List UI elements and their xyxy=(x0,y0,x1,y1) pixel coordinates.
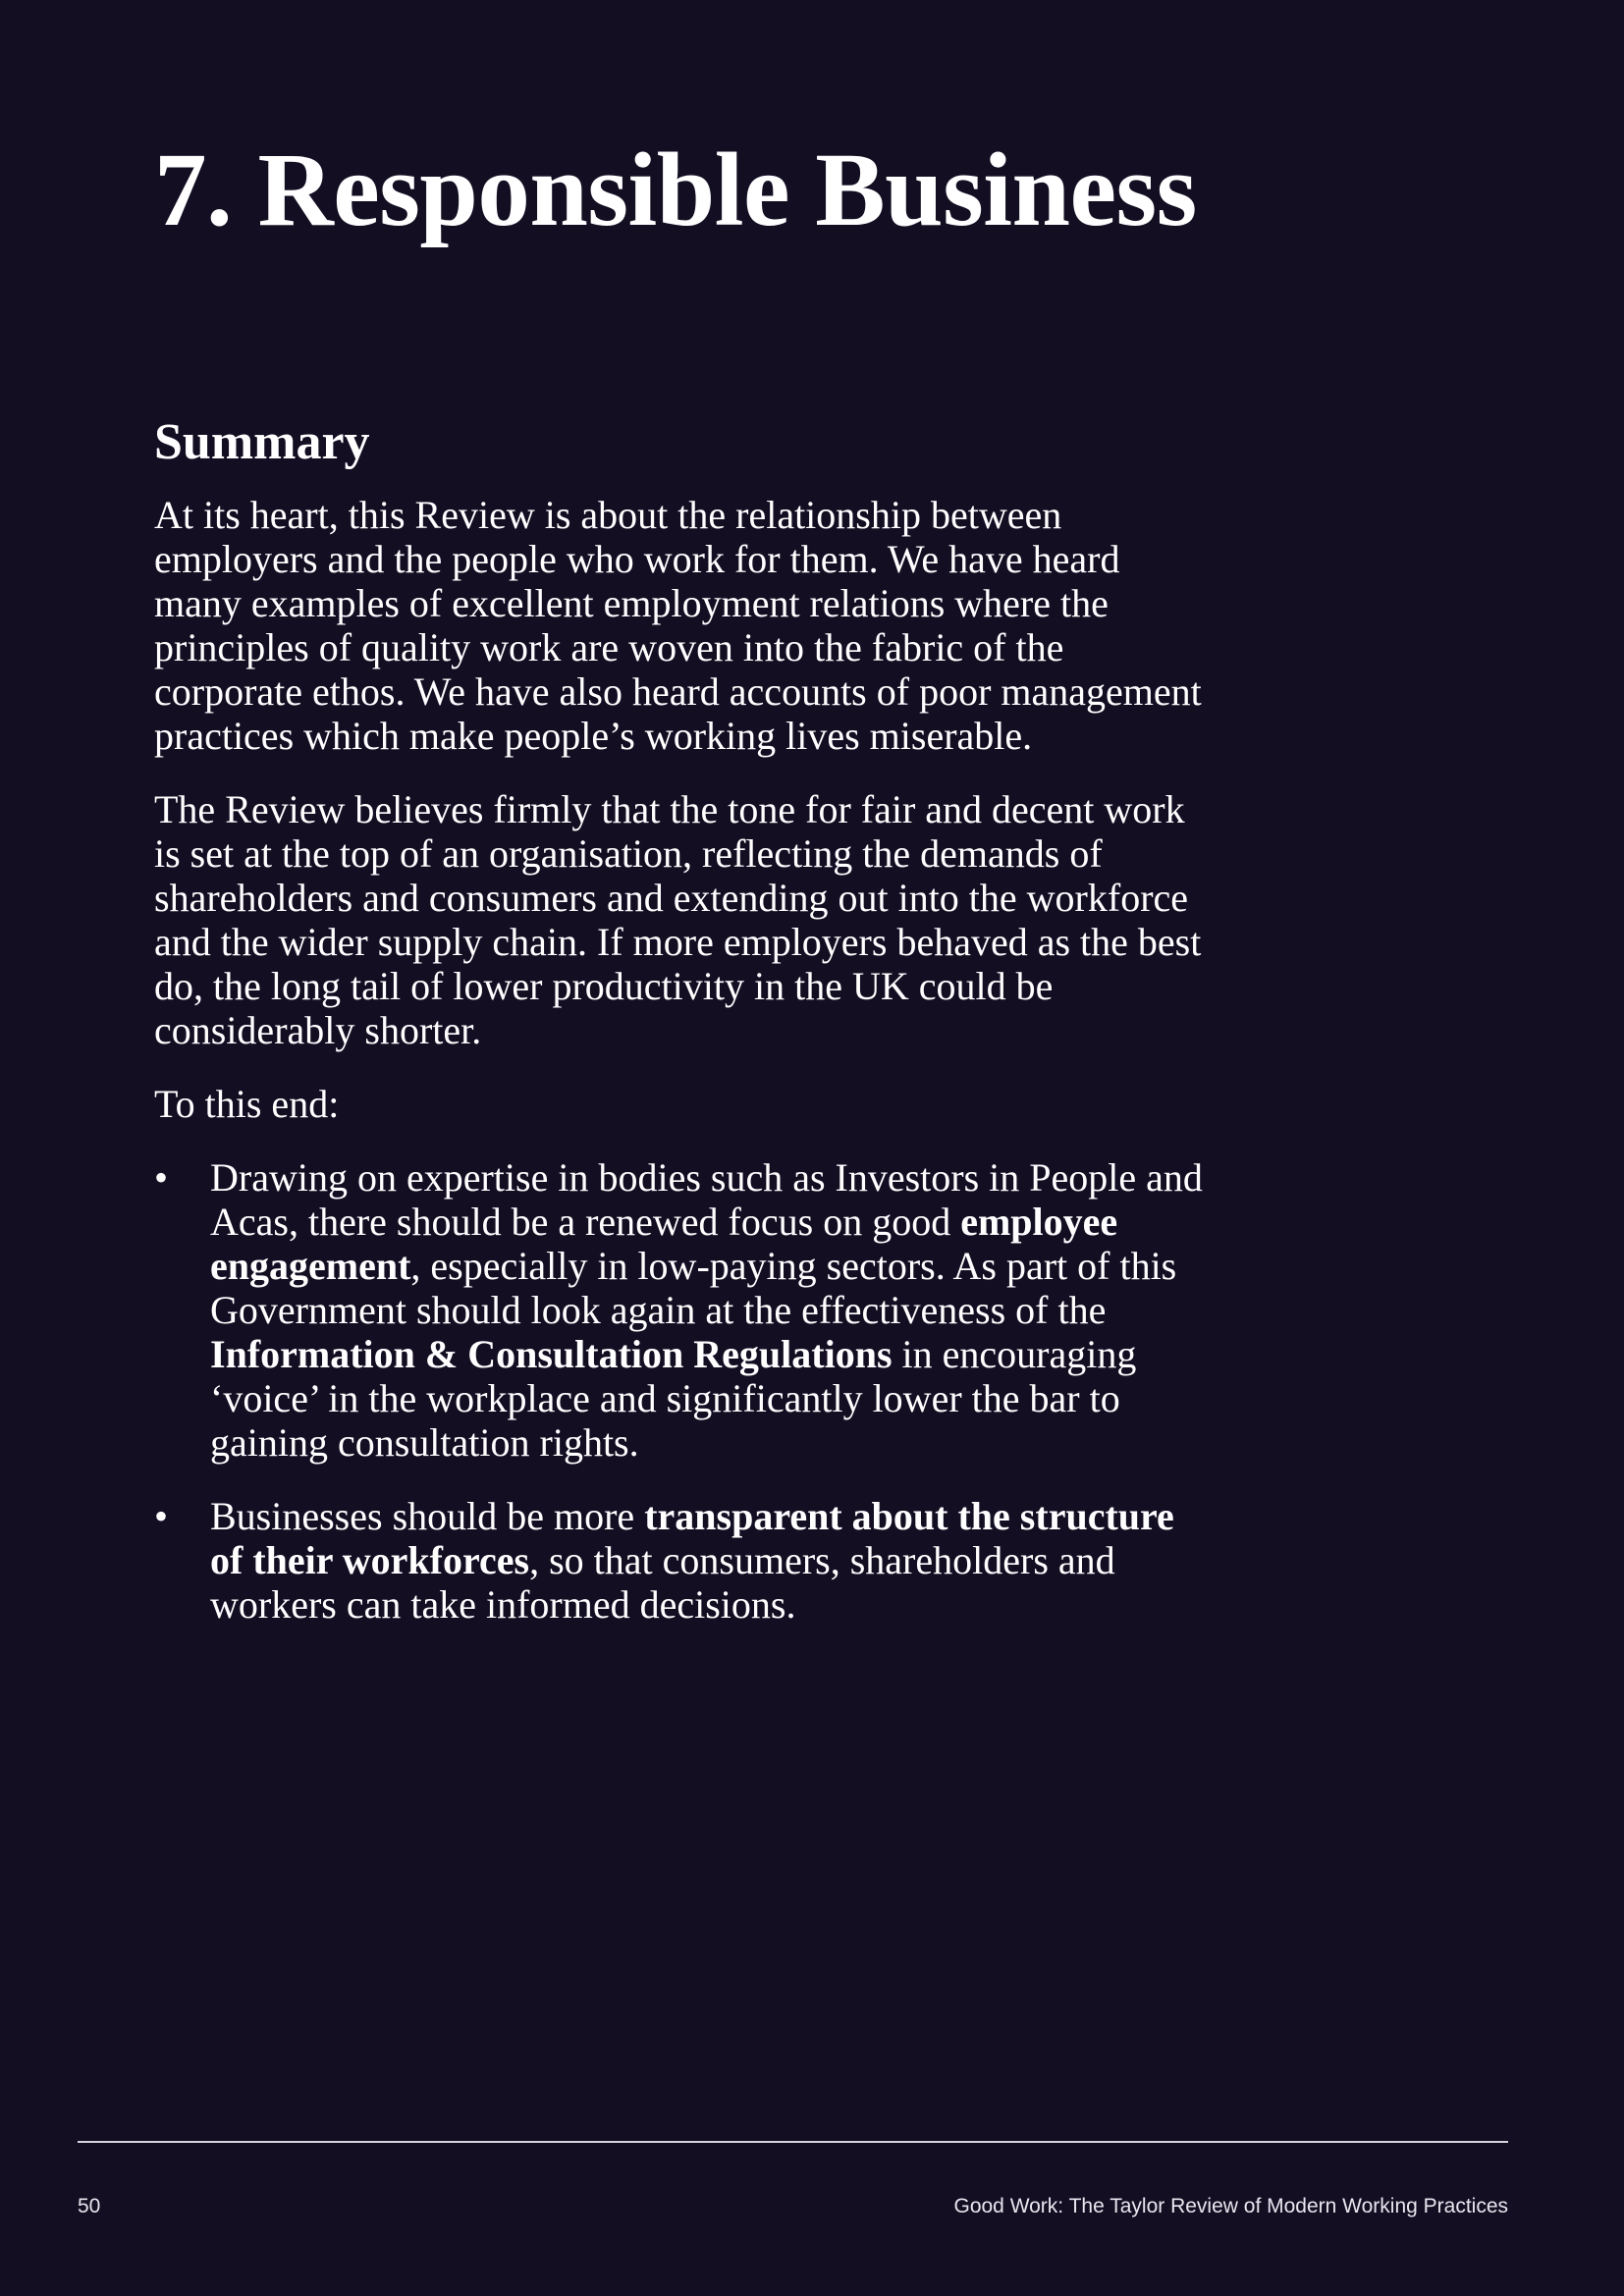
page-title: 7. Responsible Business xyxy=(154,133,1197,248)
summary-paragraph-2: The Review believes firmly that the tone for fair and decent work is set at the top of an organisation, reflecting the demands of shareholders and consumers and extending out into the workforce and the wider supply chain. If more employers behaved as the best do, the long tail of lower productivity in the UK could be considerably shorter. xyxy=(154,787,1202,1053)
summary-heading: Summary xyxy=(154,414,370,470)
bullet-emphasis: employee engagement xyxy=(210,1200,1118,1289)
bullet-text: Drawing on expertise in bodies such as Investors in People and Acas, there should be a renewed focus on good xyxy=(210,1155,1203,1245)
summary-paragraph-3: To this end: xyxy=(154,1082,340,1127)
bullet-icon: • xyxy=(154,1494,169,1539)
bullet-text: in encouraging ‘voice’ in the workplace and significantly lower the bar to gaining consultation rights. xyxy=(210,1332,1137,1466)
page-number: 50 xyxy=(78,2195,101,2217)
bullet-text: , so that consumers, shareholders and workers can take informed decisions. xyxy=(210,1538,1115,1628)
summary-section xyxy=(154,412,1215,1656)
recommendations-list xyxy=(154,1155,1215,1627)
footer-document-title: Good Work: The Taylor Review of Modern Working Practices xyxy=(953,2195,1508,2217)
bullet-emphasis: Information & Consultation Regulations xyxy=(210,1332,893,1377)
bullet-emphasis: transparent about the structure of their workforces xyxy=(210,1494,1174,1583)
bullet-text: Businesses should be more xyxy=(210,1494,645,1539)
recommendation-item xyxy=(154,1494,1215,1627)
recommendation-item xyxy=(154,1155,1215,1465)
bullet-icon: • xyxy=(154,1155,169,1201)
summary-paragraph-1: At its heart, this Review is about the relationship between employers and the people who work for them. We have heard many examples of excellent employment relations where the principles of quality work are woven into the fabric of the corporate ethos. We have also heard accounts of poor management practices which make people’s working lives miserable. xyxy=(154,493,1202,759)
bullet-text: , especially in low-paying sectors. As part of this Government should look again at the effectiveness of the xyxy=(210,1244,1177,1333)
footer-divider xyxy=(78,2141,1508,2143)
